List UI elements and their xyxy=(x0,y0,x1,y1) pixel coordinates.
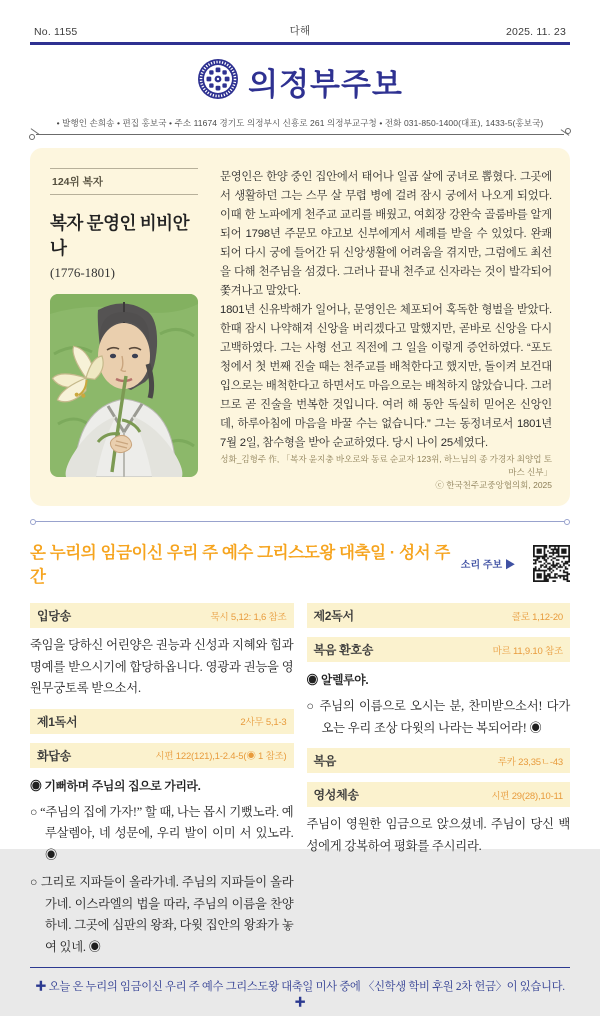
section-name: 복음 환호송 xyxy=(313,643,373,657)
liturgy-section-bar xyxy=(307,748,571,773)
liturgy-section xyxy=(307,603,571,628)
section-name: 영성체송 xyxy=(313,788,359,802)
liturgy-column-right xyxy=(307,603,571,967)
footer-notice: ✚ 오늘 온 누리의 임금이신 우리 주 예수 그리스도왕 대축일 미사 중에 〈신학생 학비 후원 2차 헌금〉이 있습니다. ✚ xyxy=(35,981,565,1009)
liturgy-columns xyxy=(30,603,570,967)
feast-header xyxy=(30,539,570,587)
top-header xyxy=(30,26,570,42)
issue-number: No. 1155 xyxy=(34,26,78,38)
qr-code[interactable] xyxy=(533,545,570,582)
section-name: 복음 xyxy=(313,754,337,768)
liturgy-column-left xyxy=(30,603,294,967)
scripture-reference: 2사무 5,1-3 xyxy=(240,717,287,728)
liturgical-cycle: 다해 xyxy=(289,25,311,37)
section-name: 제2독서 xyxy=(313,609,354,623)
section-name: 입당송 xyxy=(37,609,71,623)
psalm-verse: ○ 그리로 지파들이 올라가네. 주님의 지파들이 올라가네. 이스라엘의 법을 따라, 주님의 이름을 찬양하네. 그곳에 심판의 왕좌, 다윗 집안의 왕좌가 놓여 있네. ◉ xyxy=(30,875,294,954)
liturgy-section xyxy=(30,709,294,734)
psalm-response: ◉ 기뻐하며 주님의 집으로 가리라. xyxy=(30,778,201,793)
bulletin-title: 의정부주보 xyxy=(248,67,403,102)
liturgy-section xyxy=(307,782,571,857)
audio-bulletin-link[interactable]: 소리 주보 ▶ xyxy=(460,559,515,571)
liturgy-section xyxy=(307,748,571,773)
martyr-portrait-image xyxy=(50,294,198,477)
liturgy-section-bar xyxy=(307,637,571,662)
martyr-years: (1776-1801) xyxy=(50,265,115,280)
footer xyxy=(30,967,570,1016)
scripture-reference: 콜로 1,12-20 xyxy=(511,611,563,623)
liturgy-section xyxy=(307,637,571,739)
scripture-reference: 마르 11,9.10 참조 xyxy=(492,645,563,657)
diocese-seal-icon xyxy=(197,58,239,105)
feast-title: 온 누리의 임금이신 우리 주 예수 그리스도왕 대축일 · 성서 주간 xyxy=(30,544,450,586)
liturgy-section xyxy=(30,603,294,700)
section-divider xyxy=(36,521,564,522)
section-name: 화답송 xyxy=(37,748,71,763)
martyr-left-column xyxy=(50,168,200,492)
scripture-reference: 시편 122(121),1-2.4-5(◉ 1 참조) xyxy=(155,751,287,762)
scripture-reference: 묵시 5,12: 1,6 참조 xyxy=(210,611,287,623)
liturgy-section-bar xyxy=(307,603,571,628)
liturgy-section-bar xyxy=(30,743,294,768)
scripture-reference: 루카 23,35ㄴ-43 xyxy=(497,756,563,768)
antiphon-text: 주님이 영원한 임금으로 앉으셨네. 주님이 당신 백성에게 강복하여 평화를 주시리라. xyxy=(306,817,570,853)
header-double-rule xyxy=(30,42,570,45)
scripture-reference: 시편 29(28),10-11 xyxy=(491,790,563,802)
martyr-series-label: 124위 복자 xyxy=(50,168,198,195)
issue-date: 2025. 11. 23 xyxy=(505,26,566,38)
martyr-story xyxy=(220,168,552,492)
publisher-rule xyxy=(36,134,564,135)
liturgy-section-bar xyxy=(30,603,294,628)
liturgy-section xyxy=(30,743,294,959)
antiphon-text: 죽임을 당하신 어린양은 권능과 신성과 지혜와 힘과 명예를 받으시기에 합당하옵니다. 영광과 권능을 영원무궁토록 받으소서. xyxy=(30,638,294,695)
martyr-story-paragraph: 1801년 신유박해가 일어나, 문영인은 체포되어 혹독한 형벌을 받았다. 한때 잠시 나약해져 신앙을 버리겠다고 말했지만, 곧바로 신앙을 다시 고백하였다. 그는 사형 선고 직전에 그 일을 이렇게 증언하였다. “포도청에서 첫 번째 진술 때는 천주교를 배척한다고 했지만, 돌이켜 보건대 입으로는 배척한다고 하면서도 마음으로는 배척하지 않았습니다. 그러므로 곧 진술을 번복한 것입니다. 여러 해 동안 독실히 믿어온 신앙인데, 하루아침에 마음을 바꿀 수는 없습니다.” 그는 동정녀로서 1801년 7월 2일, 참수형을 받아 순교하였다. 당시 나이 25세였다. xyxy=(220,304,552,449)
publisher-block xyxy=(30,117,570,135)
psalm-response: ◉ 알렐루야. xyxy=(306,673,369,687)
section-name: 제1독서 xyxy=(37,714,78,729)
psalm-verse: ○ 주님의 이름으로 오시는 분, 찬미받으소서! 다가오는 우리 조상 다윗의 나라는 복되어라! ◉ xyxy=(306,699,570,735)
liturgy-section-bar xyxy=(307,782,571,807)
liturgy-section-bar xyxy=(30,709,294,734)
masthead xyxy=(30,58,570,105)
martyr-story-paragraph: 문영인은 한양 중인 집안에서 태어나 일곱 살에 궁녀로 뽑혔다. 그곳에서 생활하던 그는 스무 살 무렵 병에 걸려 잠시 궁에서 나오게 되었다. 이때 한 노파에게 천주교 교리를 배웠고, 여회장 강완숙 골룸바를 알게 되어 1798년 주문모 야고보 신부에게서 세례를 받을 수 있었다. 완쾌되어 다시 궁에 들어간 뒤 신앙생활에 어려움을 겪지만, 그럼에도 최선을 다해 천주님을 섬겼다. 그러나 끝내 천주교 신자라는 것이 발각되어 쫓겨나고 말았다. xyxy=(220,171,552,297)
psalm-verse: ○ “주님의 집에 가자!” 할 때, 나는 몹시 기뻤노라. 예루살렘아, 네 성문에, 우리 발이 이미 서 있노라. ◉ xyxy=(30,804,294,862)
publisher-info: • 발행인 손희송 • 편집 홍보국 • 주소 11674 경기도 의정부시 신흥로 261 의정부교구청 • 전화 031-850-1400(대표), 1433-5(홍보국) xyxy=(56,118,544,128)
martyr-feature-box xyxy=(30,148,570,506)
martyr-name: 복자 문영인 비비안나 xyxy=(50,213,189,258)
artwork-caption: 성화_김형주 作, 「복자 윤지충 바오로와 동료 순교자 123위, 하느님의 종 가경자 최양업 토마스 신부」 ⓒ 한국천주교중앙협의회, 2025 xyxy=(220,454,552,490)
